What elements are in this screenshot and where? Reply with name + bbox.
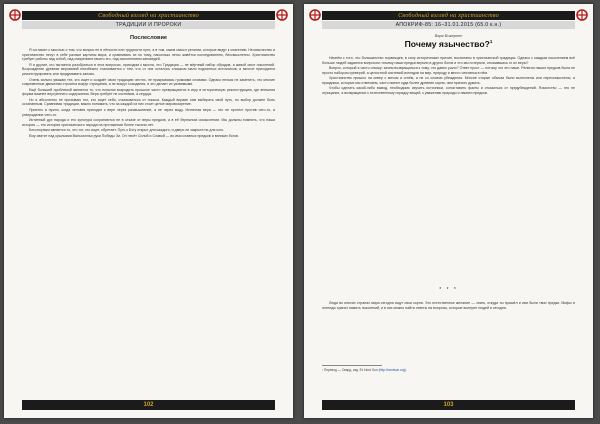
paragraph: Бесспорным является то, что тот, кто ищет, обретает. Путь к Богу открыт для каждого, и дверь не закрыта ни для кого. bbox=[29, 128, 225, 133]
footnote-text: ¹ Перевод — Свирд, изд. Ex Nord Sun ( bbox=[322, 368, 380, 372]
paragraph: Очень сильно уважаю тех, кто ищет и создаёт свою традицию честно, не прикрываясь громкими словами. Однако нельзя не заметить, что многие современные движения строятся вокруг отрицания, а не вокруг созидания, и это делает их уязвимыми. bbox=[22, 77, 275, 87]
body-text bbox=[22, 48, 275, 392]
running-header: Свободный взгляд на христианство bbox=[322, 11, 575, 20]
paragraph: Христианство пришло на север с мечом и огнём, а не со словом убеждения. Многие старые обычаи были вытеснены или переосмыслены, и праздники, которые мы отмечаем, часто имеют куда более древние корни, чем принято думать. bbox=[322, 76, 575, 85]
paragraph: Люди во многих странах мира сегодня ищут свои корни. Это естественное желание — знать, откуда ты пришёл и кем были твои предки. Мифы и легенды хранят память поколений, и в них можно найти ответы на вопросы, которые волнуют людей и сегодня. bbox=[322, 301, 575, 310]
right-page bbox=[304, 4, 593, 418]
paragraph: Я и другие, кто пытается разобраться в этих вопросах, приходим к мысли, что Традиция — не мёртвый набор обрядов, а живой опыт поколений. Возрождение древних верований неизбежно сталкивается с тем, что от них осталось слишком мало подлинных источников, и многое приходится реконструировать или придумывать заново. bbox=[22, 62, 275, 77]
paragraph: Вопрос, который я часто слышу: зачем возвращаться к тому, что давно ушло? Ответ прост — потому что это наше. Религия наших предков была не просто набором суеверий, а целостной системой взглядов на мир, природу и место человека в нём. bbox=[322, 66, 575, 75]
issue-subheader: АПОКРИФ-85: 16–31.01.2015 (65.0 к.н.) bbox=[322, 21, 575, 29]
paragraph: Я согласен с мыслью о том, что вопрос не в лёгкости или трудности пути, а в том, каков смысл религии, которые ведут к спасению. Неоязычество и христианство несут в себе разные картины мира, и сравнивать их по тому, насколько легко живётся последователю, бессмысленно. Христианство требует работы над собой, над смирением своего эго, над исполнением заповедей. bbox=[22, 48, 275, 62]
paragraph: Ему святит над крыльями Вальхалльи руки Победы Зи. Он несёт Силой и Славой — во имя славных предков и великих богов. bbox=[29, 133, 239, 138]
paragraph: Приятно и нужно, когда человек приходит к вере через размышление, а не через моду. Истинная вера — это не протест против чего-то, а утверждение чего-то. bbox=[22, 107, 275, 117]
body-text-continued bbox=[322, 301, 575, 357]
celtic-knot-icon bbox=[308, 8, 322, 22]
paragraph: Начнём с того, что большинство норвежцев, в силу исторических причин, воспитаны в христианской традиции. Однако с каждым поколением всё больше людей задаются вопросом: почему наши предки верили в других богов и что мы потеряли, отказавшись от их веры? bbox=[322, 56, 575, 65]
footnote-link[interactable]: http://nordsun.org bbox=[379, 368, 405, 372]
running-header: Свободный взгляд на христианство bbox=[22, 11, 275, 20]
page-number: 103 bbox=[322, 400, 575, 410]
section-title: Послесловие bbox=[130, 35, 167, 41]
footnote bbox=[322, 368, 575, 372]
article-author: Варг Викернес bbox=[434, 33, 463, 38]
page-number: 102 bbox=[22, 400, 275, 410]
celtic-knot-icon bbox=[8, 8, 22, 22]
article-title bbox=[304, 39, 593, 49]
footnote-marker[interactable]: 1 bbox=[489, 39, 493, 45]
celtic-knot-icon bbox=[275, 8, 289, 22]
celtic-knot-icon bbox=[575, 8, 589, 22]
left-page bbox=[4, 4, 293, 418]
section-subheader: ТРАДИЦИИ И ПРОРОКИ bbox=[22, 21, 275, 29]
article-title-text: Почему язычество? bbox=[404, 39, 490, 49]
paragraph: Чтобы сделать какой-либо вывод, необходимо изучить источники, сопоставить факты и отказаться от предубеждений. Язычество — это не отрицание, а возвращение к естественному порядку вещей, к уважению природы и памяти предков. bbox=[322, 86, 575, 95]
paragraph: Ещё большей проблемой является то, что попытки возродить прошлое часто превращаются в игру в историческую реконструкцию, где внешняя форма важнее внутреннего содержания. Вера требует не костюмов, а сердца. bbox=[22, 87, 275, 97]
footnote-rule bbox=[322, 365, 382, 366]
paragraph: Но я абсолютно не призываю тех, кто ищет себя, отказываться от поиска. Каждый вправе сам выбирать свой путь, но выбор должен быть осознанным. Сравнивая традиции, важно понимать, что за каждой из них стоит целое мировоззрение. bbox=[22, 97, 275, 107]
footnote-tail: ). bbox=[404, 368, 407, 372]
paragraph: Истинный дух народа и его культура сохраняются не в отказе от веры предков, а в её бережном осмыслении. Мы должны помнить, что наша история — это история христианского народа на протяжении более тысячи лет. bbox=[22, 117, 275, 127]
section-divider: * * * bbox=[439, 287, 458, 293]
